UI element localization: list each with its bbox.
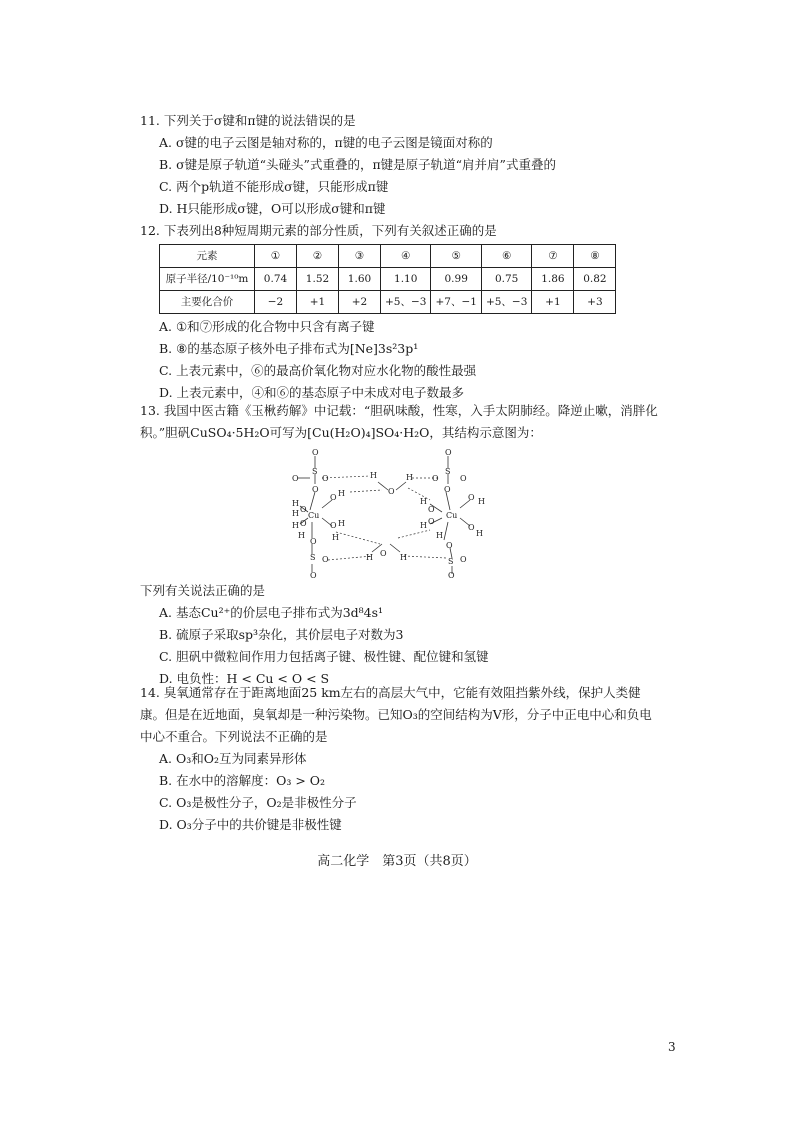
- atom-label: H: [366, 553, 373, 562]
- question-11-option-b: B. σ键是原子轨道“头碰头”式重叠的，π键是原子轨道“肩并肩”式重叠的: [159, 157, 556, 172]
- atom-label: O: [448, 571, 455, 580]
- atom-label: O: [468, 493, 475, 502]
- atom-label: O: [300, 519, 307, 528]
- table-cell: +3: [574, 291, 616, 314]
- table-cell: +1: [532, 291, 574, 314]
- atom-label: H: [338, 519, 345, 528]
- atom-label: O: [468, 523, 475, 532]
- question-14-option-d: D. O₃分子中的共价键是非极性键: [159, 817, 342, 832]
- atom-label: O: [300, 505, 307, 514]
- question-13: [140, 400, 660, 690]
- table-cell: 原子半径/10⁻¹⁰m: [160, 268, 255, 291]
- table-cell: 0.74: [255, 268, 297, 291]
- question-14-stem: 14. 臭氧通常存在于距离地面25 km左右的高层大气中，它能有效阻挡紫外线，保护人类健康。但是在近地面，臭氧却是一种污染物。已知O₃的空间结构为V形，分子中正电中心和负电中心不重合。下列说法不正确的是: [140, 685, 652, 744]
- table-header-cell: ⑧: [574, 245, 616, 268]
- atom-label: H: [420, 521, 427, 530]
- atom-label: O: [428, 505, 435, 514]
- table-cell: −2: [255, 291, 297, 314]
- atom-label: O: [388, 487, 395, 496]
- table-cell: 1.10: [381, 268, 431, 291]
- question-13-prompt: 下列有关说法正确的是: [140, 583, 266, 598]
- table-cell: +5、−3: [481, 291, 531, 314]
- question-14-option-b: B. 在水中的溶解度：O₃ > O₂: [159, 773, 326, 788]
- atom-label: O: [428, 517, 435, 526]
- table-row: [160, 268, 616, 291]
- question-11-stem: 11. 下列关于σ键和π键的说法错误的是: [140, 113, 356, 128]
- table-cell: 1.52: [297, 268, 339, 291]
- atom-label: O: [380, 549, 387, 558]
- atom-label: H: [436, 531, 443, 540]
- question-12-option-d: D. 上表元素中，④和⑥的基态原子中未成对电子数最多: [159, 385, 465, 400]
- atom-label: H: [406, 473, 413, 482]
- atom-label: O: [310, 571, 317, 580]
- table-cell: +5、−3: [381, 291, 431, 314]
- atom-label: S: [312, 467, 318, 476]
- structure-diagram-svg: [270, 448, 500, 580]
- question-13-stem: 13. 我国中医古籍《玉楸药解》中记载：“胆矾味酸，性寒，入手太阴肺经。降逆止嗽，消胖化积。”胆矾CuSO₄·5H₂O可写为[Cu(H₂O)₄]SO₄·H₂O，其结构示意图为：: [140, 403, 658, 440]
- question-14-option-c: C. O₃是极性分子，O₂是非极性分子: [159, 795, 357, 810]
- atom-label: H: [292, 521, 299, 530]
- table-header-cell: 元素: [160, 245, 255, 268]
- atom-label: Cu: [446, 511, 458, 520]
- table-header-cell: ③: [339, 245, 381, 268]
- question-12-option-a: A. ①和⑦形成的化合物中只含有离子键: [159, 319, 375, 334]
- atom-label: O: [310, 537, 317, 546]
- atom-label: O: [445, 448, 452, 457]
- atom-label: S: [448, 557, 454, 566]
- atom-label: O: [322, 474, 329, 483]
- question-13-option-b: B. 硫原子采取sp³杂化，其价层电子对数为3: [159, 627, 404, 642]
- table-cell: 0.82: [574, 268, 616, 291]
- atom-label: H: [292, 509, 299, 518]
- atom-label: H: [370, 471, 377, 480]
- atom-label: O: [444, 485, 451, 494]
- atom-label: H: [298, 531, 305, 540]
- question-12-stem: 12. 下表列出8种短周期元素的部分性质，下列有关叙述正确的是: [140, 223, 497, 238]
- atom-label: O: [330, 521, 337, 530]
- atom-label: O: [322, 555, 329, 564]
- table-cell: 1.86: [532, 268, 574, 291]
- atom-label: H: [292, 499, 299, 508]
- question-11-option-d: D. H只能形成σ键，O可以形成σ键和π键: [159, 201, 386, 216]
- table-cell: +7、−1: [431, 291, 481, 314]
- table-header-cell: ⑦: [532, 245, 574, 268]
- question-14: [140, 682, 660, 836]
- table-cell: 0.75: [481, 268, 531, 291]
- atom-label: O: [330, 493, 337, 502]
- atom-label: S: [445, 467, 451, 476]
- atom-label: H: [476, 529, 483, 538]
- question-13-option-d: D. 电负性：H < Cu < O < S: [159, 671, 330, 686]
- atom-label: O: [446, 541, 453, 550]
- question-13-option-c: C. 胆矾中微粒间作用力包括离子键、极性键、配位键和氢键: [159, 649, 489, 664]
- atom-label: Cu: [308, 511, 320, 520]
- atom-label: O: [292, 474, 299, 483]
- table-cell: 主要化合价: [160, 291, 255, 314]
- table-header-cell: ①: [255, 245, 297, 268]
- atom-label: O: [460, 555, 467, 564]
- atom-label: O: [312, 448, 319, 457]
- table-header-cell: ⑥: [481, 245, 531, 268]
- question-11: [140, 110, 660, 220]
- question-11-option-a: A. σ键的电子云图是轴对称的，π键的电子云图是镜面对称的: [159, 135, 493, 150]
- table-cell: +1: [297, 291, 339, 314]
- table-cell: +2: [339, 291, 381, 314]
- atom-label: O: [312, 485, 319, 494]
- question-12: [140, 220, 660, 404]
- atom-label: H: [420, 497, 427, 506]
- question-12-option-c: C. 上表元素中，⑥的最高价氧化物对应水化物的酸性最强: [159, 363, 477, 378]
- table-row: [160, 291, 616, 314]
- page-footer: 高二化学 第3页（共8页）: [317, 854, 477, 869]
- atom-label: H: [478, 497, 485, 506]
- table-header-cell: ⑤: [431, 245, 481, 268]
- question-12-option-b: B. ⑧的基态原子核外电子排布式为[Ne]3s²3p¹: [159, 341, 419, 356]
- question-14-option-a: A. O₃和O₂互为同素异形体: [159, 751, 307, 766]
- copper-sulfate-structure-diagram: [270, 448, 500, 580]
- atom-label: O: [460, 474, 467, 483]
- table-header-cell: ②: [297, 245, 339, 268]
- page-number: 3: [668, 1040, 676, 1054]
- question-13-option-a: A. 基态Cu²⁺的价层电子排布式为3d⁸4s¹: [159, 605, 384, 620]
- table-cell: 0.99: [431, 268, 481, 291]
- atom-label: H: [400, 553, 407, 562]
- table-cell: 1.60: [339, 268, 381, 291]
- atom-label: S: [310, 553, 316, 562]
- atom-label: O: [432, 474, 439, 483]
- table-header-cell: ④: [381, 245, 431, 268]
- atom-label: H: [332, 533, 339, 542]
- atom-label: H: [338, 489, 345, 498]
- element-properties-table: [159, 244, 616, 314]
- table-header-row: [160, 245, 616, 268]
- question-11-option-c: C. 两个p轨道不能形成σ键，只能形成π键: [159, 179, 389, 194]
